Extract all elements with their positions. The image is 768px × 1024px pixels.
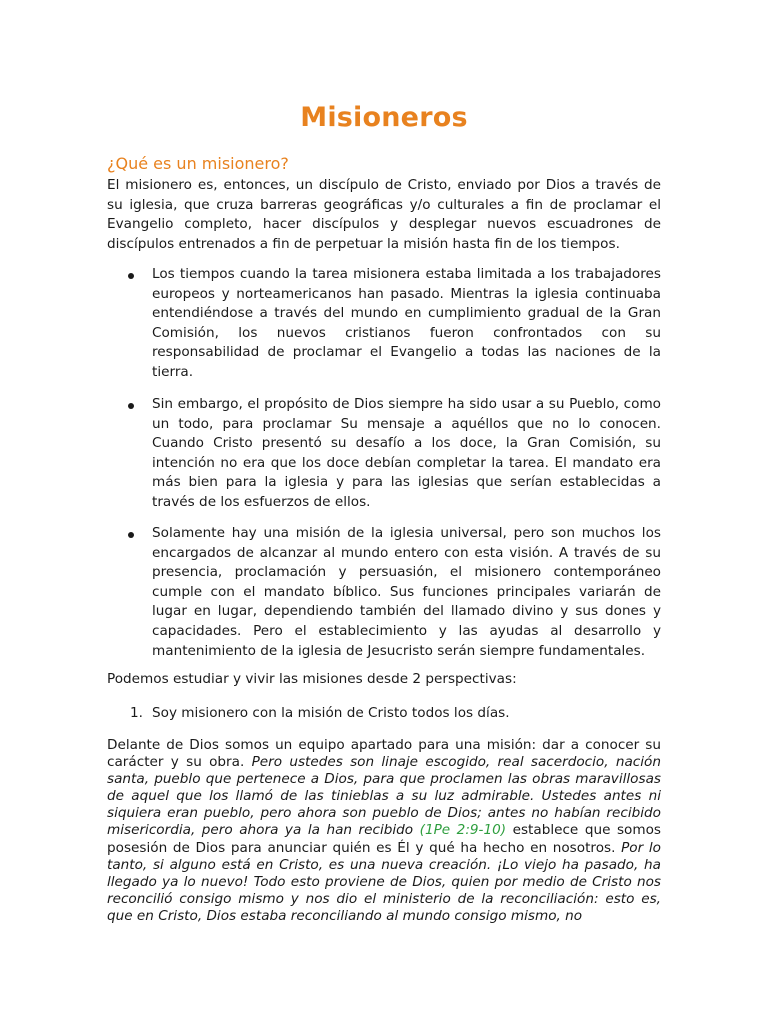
closing-paragraph [107,737,661,925]
list-number: 1. [130,705,143,721]
bullet-item: Sin embargo, el propósito de Dios siempre ha sido usar a su Pueblo, como un todo, para proclamar Su mensaje a aquéllos que no lo conocen. Cuando Cristo presentó su desafío a los doce, la Gran Comisión, su intención no era que los doce debían completar la tarea. El mandato era más bien para la iglesia y para las iglesias que serían establecidas a través de los esfuerzos de ellos. [152,396,661,510]
numbered-item: Soy misionero con la misión de Cristo todos los días. [152,705,510,721]
scripture-quote: Por lo tanto, si alguno está en Cristo, es una nueva creación. ¡Lo viejo ha pasado, ha llegado ya lo nuevo! Todo esto proviene de Dios, quien por medio de Cristo nos reconcilió consigo mismo y nos dio el ministerio de la reconciliación: esto es, que en Cristo, Dios estaba reconciliando al mundo consigo mismo, no [107,839,661,924]
section-heading: ¿Qué es un misionero? [107,154,289,173]
closing-text: establece que somos posesión de Dios para anunciar quién es Él y qué ha hecho en nosotros. [107,822,661,856]
bullet-icon [128,403,134,409]
scripture-quote: Pero ustedes son linaje escogido, real sacerdocio, nación santa, pueblo que pertenece a Dios, para que proclamen las obras maravillosas de aquel que los llamó de las tinieblas a su luz admirable. Ustedes antes ni siquiera eran pueblo, pero ahora son pueblo de Dios; antes no habían recibido misericordia, pero ahora ya la han recibido [107,754,661,839]
bullet-icon [128,532,134,538]
perspectives-intro: Podemos estudiar y vivir las misiones desde 2 perspectivas: [107,671,517,687]
bullet-item: Solamente hay una misión de la iglesia universal, pero son muchos los encargados de alcanzar al mundo entero con esta visión. A través de su presencia, proclamación y persuasión, el misionero contemporáneo cumple con el mandato bíblico. Sus funciones principales variarán de lugar en lugar, dependiendo también del llamado divino y sus dones y capacidades. Pero el establecimiento y las ayudas al desarrollo y mantenimiento de la iglesia de Jesucristo serán siempre fundamentales. [152,525,661,659]
page-title: Misioneros [300,102,468,133]
intro-paragraph: El misionero es, entonces, un discípulo de Cristo, enviado por Dios a través de su iglesia, que cruza barreras geográficas y/o culturales a fin de proclamar el Evangelio completo, hacer discípulos y desplegar nuevos escuadrones de discípulos entrenados a fin de perpetuar la misión hasta fin de los tiempos. [107,177,661,252]
bullet-item: Los tiempos cuando la tarea misionera estaba limitada a los trabajadores europeos y norteamericanos han pasado. Mientras la iglesia continuaba entendiéndose a través del mundo en cumplimiento gradual de la Gran Comisión, los nuevos cristianos fueron confrontados con su responsabilidad de proclamar el Evangelio a todas las naciones de la tierra. [152,266,661,380]
bullet-icon [128,273,134,279]
closing-text: Delante de Dios somos un equipo apartado para una misión: dar a conocer su carácter y su obra. [107,737,661,771]
scripture-reference: (1Pe 2:9-10) [413,822,507,839]
